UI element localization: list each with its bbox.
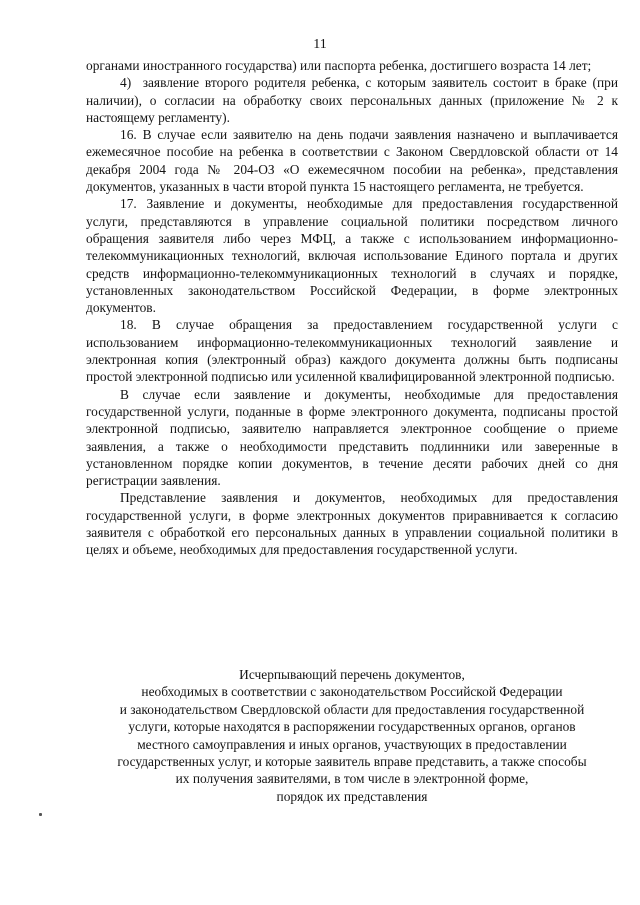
heading-line: необходимых в соответствии с законодательством Российской Федерации xyxy=(141,684,563,700)
section-heading xyxy=(78,666,626,805)
paragraph-clause-16: 16. В случае если заявителю на день подачи заявления назначено и выплачивается ежемесячное пособие на ребенка в соответствии с Законом Свердловской области от 14 декабря 2004 года № 204-ОЗ «О ежемесячном пособии на ребенка», представления документов, указанных в части второй пункта 15 настоящего регламента, не требуется. xyxy=(86,127,618,195)
heading-line: государственных услуг, и которые заявитель вправе представить, а также способы xyxy=(117,754,587,770)
paragraph-electronic-notice: В случае если заявление и документы, необходимые для предоставления государственной услуги, поданные в форме электронного документа, подписаны простой электронной подписью, заявителю направляется электронное сообщение о приеме заявления, а также о необходимости представить подлинники или заверенные в установленном порядке копии документов, в течение десяти рабочих дней со дня регистрации заявления. xyxy=(86,386,618,489)
heading-line: услуги, которые находятся в распоряжении государственных органов, органов xyxy=(128,719,576,735)
scan-speck xyxy=(39,813,42,816)
heading-line: их получения заявителями, в том числе в электронной форме, xyxy=(175,771,529,787)
heading-line: и законодательством Свердловской области для предоставления государственной xyxy=(119,701,585,717)
paragraph-item-4: 4) заявление второго родителя ребенка, с которым заявитель состоит в браке (при наличии), о согласии на обработку своих персональных данных (приложение № 2 к настоящему регламенту). xyxy=(86,75,618,125)
paragraph-clause-18: 18. В случае обращения за предоставлением государственной услуги с использованием информационно-телекоммуникационных технологий заявление и электронная копия (электронный образ) каждого документа должны быть подписаны простой электронной подписью или усиленной квалифицированной электронной подписью. xyxy=(86,317,618,385)
document-body xyxy=(86,57,618,559)
paragraph-consent: Представление заявления и документов, необходимых для предоставления государственной услуги, в форме электронных документов приравнивается к согласию заявителя с обработкой его персональных данных в управлении социальной политики в целях и объеме, необходимых для предоставления государственной услуги. xyxy=(86,490,618,558)
heading-line: порядок их представления xyxy=(276,788,428,804)
paragraph-clause-17: 17. Заявление и документы, необходимые для предоставления государственной услуги, представляются в управление социальной политики посредством личного обращения заявителя либо через МФЦ, а также с использованием информационно-телекоммуникационных технологий, включая использование Единого портала и других средств информационно-телекоммуникационных технологий в случаях и порядке, установленных законодательством Российской Федерации, в форме электронных документов. xyxy=(86,196,618,316)
heading-line: Исчерпывающий перечень документов, xyxy=(239,667,465,682)
heading-line: местного самоуправления и иных органов, участвующих в предоставлении xyxy=(137,736,567,752)
page-number: 11 xyxy=(313,37,327,52)
paragraph-continuation: органами иностранного государства) или паспорта ребенка, достигшего возраста 14 лет; xyxy=(86,58,592,73)
